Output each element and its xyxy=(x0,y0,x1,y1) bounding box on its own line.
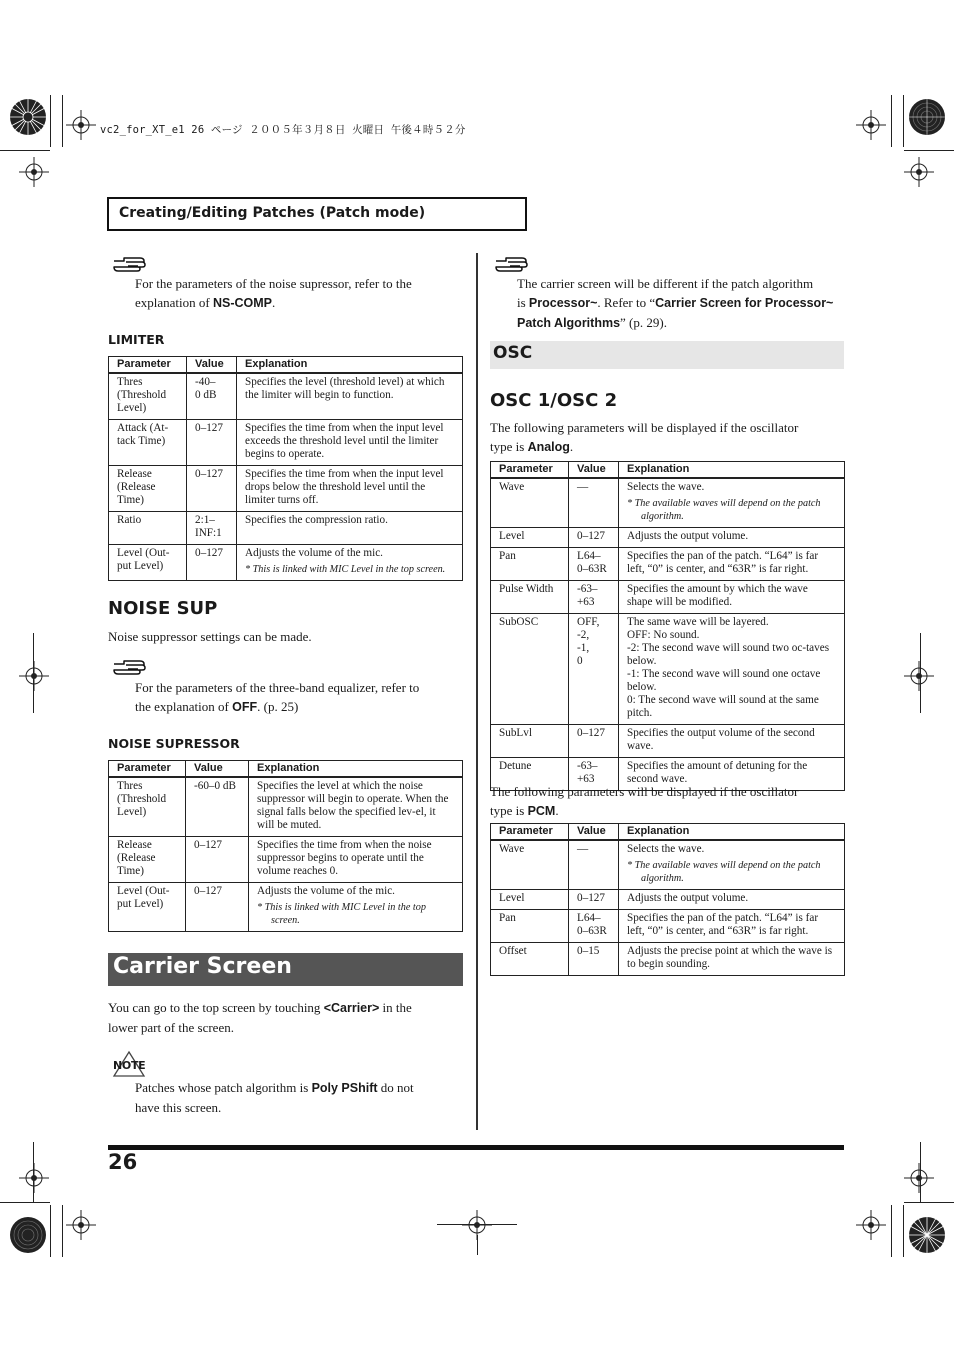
column-divider xyxy=(476,253,478,1130)
noise-sup-text: Noise suppressor settings can be made. xyxy=(108,629,312,644)
cell-parameter xyxy=(109,777,186,837)
registration-mark-icon xyxy=(856,1210,886,1240)
limiter-heading: LIMITER xyxy=(108,332,165,347)
note-paragraph: Patches whose patch algorithm is Poly PShift do not have this screen. xyxy=(135,1080,414,1115)
carrier-screen-heading: Carrier Screen xyxy=(108,953,463,986)
cell-value-text: 0–127 xyxy=(195,421,223,434)
cell-parameter-text: SubLvl xyxy=(499,726,532,739)
table-row xyxy=(491,889,845,909)
cell-parameter xyxy=(109,882,186,931)
cell-explanation-text: Specifies the pan of the patch. “L64” is far left, “0” is center, and “63R” is far right. xyxy=(627,911,819,937)
cell-value-text: 0–127 xyxy=(577,529,605,542)
cell-parameter-text: Level xyxy=(499,891,525,904)
col-parameter: Parameter xyxy=(109,357,187,373)
cell-explanation xyxy=(237,465,463,511)
table-row xyxy=(109,511,463,544)
col-value: Value xyxy=(186,761,249,777)
cell-value xyxy=(569,889,619,909)
cell-value xyxy=(187,544,237,580)
cell-value-text: 0–127 xyxy=(194,884,222,897)
table-row xyxy=(109,373,463,420)
cell-value-text: 0–127 xyxy=(194,838,222,851)
table-row xyxy=(491,613,845,724)
cell-parameter xyxy=(109,511,187,544)
cell-value xyxy=(569,527,619,547)
cell-parameter-text: Thres (Threshold Level) xyxy=(117,779,167,818)
cell-explanation-text: Adjusts the volume of the mic. xyxy=(245,546,383,559)
cell-value-text: L64– 0–63R xyxy=(577,911,607,937)
col-explanation: Explanation xyxy=(619,462,845,478)
section-header: Creating/Editing Patches (Patch mode) xyxy=(107,197,527,231)
cell-parameter xyxy=(491,478,569,528)
cell-explanation-text: Specifies the time from when the input level exceeds the threshold level until the limiter begins to operate. xyxy=(245,421,444,460)
cell-value xyxy=(187,511,237,544)
col-parameter: Parameter xyxy=(491,824,569,840)
cell-parameter-text: SubOSC xyxy=(499,615,539,628)
cell-explanation-text: Adjusts the output volume. xyxy=(627,891,749,904)
cell-explanation-text: Specifies the amount of detuning for the second wave. xyxy=(627,759,808,785)
cell-explanation-text: Adjusts the precise point at which the wave is to begin sounding. xyxy=(627,944,833,970)
registration-mark-icon xyxy=(904,1163,934,1193)
cell-explanation xyxy=(619,889,845,909)
col-value: Value xyxy=(187,357,237,373)
analog-osc-table xyxy=(490,461,845,791)
cell-parameter-text: Pulse Width xyxy=(499,582,554,595)
cell-parameter-text: Ratio xyxy=(117,513,142,526)
col-value: Value xyxy=(569,462,619,478)
cell-parameter-text: Level (Out-put Level) xyxy=(117,546,170,572)
registration-mark-icon xyxy=(19,157,49,187)
cell-parameter xyxy=(109,465,187,511)
registration-mark-icon xyxy=(856,110,886,140)
cell-explanation-text: Specifies the time from when the input level drops below the threshold level until the limiter turns off. xyxy=(245,467,444,506)
footer-rule xyxy=(108,1145,844,1150)
registration-mark-icon xyxy=(66,1210,96,1240)
cell-explanation-text: Specifies the compression ratio. xyxy=(245,513,388,526)
cell-parameter-text: Wave xyxy=(499,480,525,493)
cell-explanation-text: Specifies the amount by which the wave shape will be modified. xyxy=(627,582,808,608)
cell-parameter-text: Release (Release Time) xyxy=(117,467,156,506)
cell-value xyxy=(186,836,249,882)
cell-parameter xyxy=(491,547,569,580)
col-explanation: Explanation xyxy=(249,761,463,777)
cell-note: * This is linked with MIC Level in the top screen. xyxy=(245,563,446,575)
registration-mark-icon xyxy=(904,157,934,187)
col-parameter: Parameter xyxy=(109,761,186,777)
cell-value-text: 0–127 xyxy=(577,891,605,904)
osc12-heading: OSC 1/OSC 2 xyxy=(490,390,618,411)
cell-parameter xyxy=(491,724,569,757)
page-number: 26 xyxy=(108,1150,138,1174)
table-row xyxy=(491,840,845,890)
cell-value xyxy=(569,942,619,975)
col-explanation: Explanation xyxy=(619,824,845,840)
cell-parameter-text: Thres (Threshold Level) xyxy=(117,375,167,414)
col-parameter: Parameter xyxy=(491,462,569,478)
cell-parameter xyxy=(491,942,569,975)
registration-mark-icon xyxy=(19,1163,49,1193)
cell-value xyxy=(187,373,237,420)
cell-explanation-text: Adjusts the output volume. xyxy=(627,529,749,542)
registration-mark-icon xyxy=(19,661,49,691)
cell-parameter-text: Detune xyxy=(499,759,532,772)
col-explanation: Explanation xyxy=(237,357,463,373)
cell-parameter xyxy=(491,527,569,547)
table-row xyxy=(491,580,845,613)
cell-explanation-text: Selects the wave. xyxy=(627,480,705,493)
cell-note: * This is linked with MIC Level in the top screen. xyxy=(257,901,426,926)
hand-pointer-icon xyxy=(112,255,146,273)
carrier-paragraph: You can go to the top screen by touching <Carrier> in the lower part of the screen. xyxy=(108,1000,412,1035)
cell-parameter xyxy=(109,836,186,882)
cell-explanation xyxy=(619,527,845,547)
cell-explanation xyxy=(619,724,845,757)
cell-parameter xyxy=(491,580,569,613)
starburst-target-icon xyxy=(8,97,48,137)
cell-value-text: 0–15 xyxy=(577,944,600,957)
cell-value-text: L64– 0–63R xyxy=(577,549,607,575)
cell-explanation-text: Selects the wave. xyxy=(627,842,705,855)
table-row xyxy=(109,419,463,465)
print-header: vc2_for_XT_e1 26 ページ ２００５年３月８日 火曜日 午後４時５２分 xyxy=(100,124,466,136)
cell-parameter-text: Attack (At-tack Time) xyxy=(117,421,169,447)
cell-note: * The available waves will depend on the patch algorithm. xyxy=(627,497,821,522)
noise-sup-heading: NOISE SUP xyxy=(108,598,218,619)
cell-value xyxy=(187,419,237,465)
cell-parameter-text: Pan xyxy=(499,911,516,924)
cell-explanation-text: Specifies the level at which the noise suppressor will begin to operate. When the signal falls below the specified lev-el, it will be muted. xyxy=(257,779,449,831)
cell-parameter xyxy=(491,909,569,942)
cell-explanation xyxy=(619,580,845,613)
note-warning-icon: NOTE xyxy=(111,1050,147,1078)
cell-value xyxy=(569,724,619,757)
analog-intro: The following parameters will be displayed if the oscillator type is Analog. xyxy=(490,420,799,454)
table-row xyxy=(109,777,463,837)
cell-parameter xyxy=(491,613,569,724)
registration-mark-icon xyxy=(904,661,934,691)
cell-value xyxy=(569,840,619,890)
cell-parameter xyxy=(109,544,187,580)
cell-parameter-text: Level xyxy=(499,529,525,542)
pcm-osc-table xyxy=(490,823,845,976)
ref1-paragraph: For the parameters of the noise supressor, refer to the explanation of NS-COMP. xyxy=(135,276,412,310)
limiter-table xyxy=(108,356,463,581)
cell-explanation xyxy=(619,942,845,975)
cell-value-text: — xyxy=(577,842,589,855)
cell-explanation xyxy=(237,544,463,580)
cell-value-text: -60–0 dB xyxy=(194,779,236,792)
cell-value-text: 2:1– INF:1 xyxy=(195,513,222,539)
table-row xyxy=(491,942,845,975)
cell-explanation-text: Specifies the pan of the patch. “L64” is far left, “0” is center, and “63R” is far right. xyxy=(627,549,819,575)
table-row xyxy=(109,544,463,580)
cell-explanation xyxy=(249,777,463,837)
registration-mark-icon xyxy=(66,110,96,140)
hand-pointer-icon xyxy=(494,255,528,273)
cell-explanation xyxy=(237,373,463,420)
cell-note: * The available waves will depend on the patch algorithm. xyxy=(627,859,821,884)
ref2-paragraph: For the parameters of the three-band equalizer, refer to the explanation of OFF. (p. 25) xyxy=(135,680,420,714)
cell-explanation-text: Adjusts the volume of the mic. xyxy=(257,884,395,897)
cell-explanation xyxy=(619,613,845,724)
cell-value-text: — xyxy=(577,480,589,493)
cell-explanation xyxy=(249,836,463,882)
cell-explanation-text: Specifies the output volume of the second wave. xyxy=(627,726,815,752)
cell-explanation xyxy=(619,478,845,528)
cell-explanation xyxy=(249,882,463,931)
hand-pointer-icon xyxy=(112,658,146,676)
cell-explanation xyxy=(237,419,463,465)
cell-value-text: 0–127 xyxy=(577,726,605,739)
cell-value xyxy=(569,580,619,613)
starburst-target-icon xyxy=(8,1215,48,1255)
cell-parameter xyxy=(491,840,569,890)
cell-explanation xyxy=(619,909,845,942)
cell-value xyxy=(186,777,249,837)
cell-parameter-text: Pan xyxy=(499,549,516,562)
cell-explanation xyxy=(619,547,845,580)
cell-value xyxy=(186,882,249,931)
starburst-target-icon xyxy=(907,97,947,137)
cell-explanation xyxy=(237,511,463,544)
col-value: Value xyxy=(569,824,619,840)
cell-value xyxy=(569,478,619,528)
cell-explanation-text: Specifies the level (threshold level) at which the limiter will begin to function. xyxy=(245,375,445,401)
noise-supressor-table xyxy=(108,760,463,932)
table-row xyxy=(491,909,845,942)
cell-value-text: -40– 0 dB xyxy=(195,375,217,401)
cell-value xyxy=(569,613,619,724)
noise-supressor-heading: NOISE SUPRESSOR xyxy=(108,736,240,751)
cell-parameter xyxy=(491,889,569,909)
table-row xyxy=(109,882,463,931)
table-row xyxy=(109,836,463,882)
table-row xyxy=(491,478,845,528)
cell-parameter-text: Level (Out-put Level) xyxy=(117,884,170,910)
table-row xyxy=(491,547,845,580)
carrier-ref-paragraph: The carrier screen will be different if the patch algorithm is Processor~. Refer to “Carrier Screen for Processor~ Patch Algorithms” (p. 29). xyxy=(517,276,834,330)
cell-parameter-text: Offset xyxy=(499,944,527,957)
cell-value-text: -63– +63 xyxy=(577,582,598,608)
cell-parameter-text: Wave xyxy=(499,842,525,855)
cell-value-text: -63– +63 xyxy=(577,759,598,785)
pcm-intro: The following parameters will be displayed if the oscillator type is PCM. xyxy=(490,784,799,818)
cell-value xyxy=(569,909,619,942)
table-row xyxy=(491,724,845,757)
cell-value-text: 0–127 xyxy=(195,467,223,480)
cell-value xyxy=(187,465,237,511)
cell-parameter xyxy=(109,419,187,465)
cell-parameter xyxy=(109,373,187,420)
cell-value-text: 0–127 xyxy=(195,546,223,559)
cell-parameter-text: Release (Release Time) xyxy=(117,838,156,877)
cell-explanation-text: Specifies the time from when the noise suppressor begins to operate until the volume reaches 0. xyxy=(257,838,432,877)
cell-value xyxy=(569,547,619,580)
table-row xyxy=(109,465,463,511)
table-row xyxy=(491,527,845,547)
osc-heading: OSC xyxy=(490,341,844,369)
cell-value-text: OFF, -2, -1, 0 xyxy=(577,615,600,667)
cell-explanation xyxy=(619,840,845,890)
starburst-target-icon xyxy=(907,1215,947,1255)
cell-explanation-text: The same wave will be layered. OFF: No sound. -2: The second wave will sound two oc-taves below. -1: The second wave will sound one octave below. 0: The second wave will sound at the same pitch. xyxy=(627,615,830,719)
